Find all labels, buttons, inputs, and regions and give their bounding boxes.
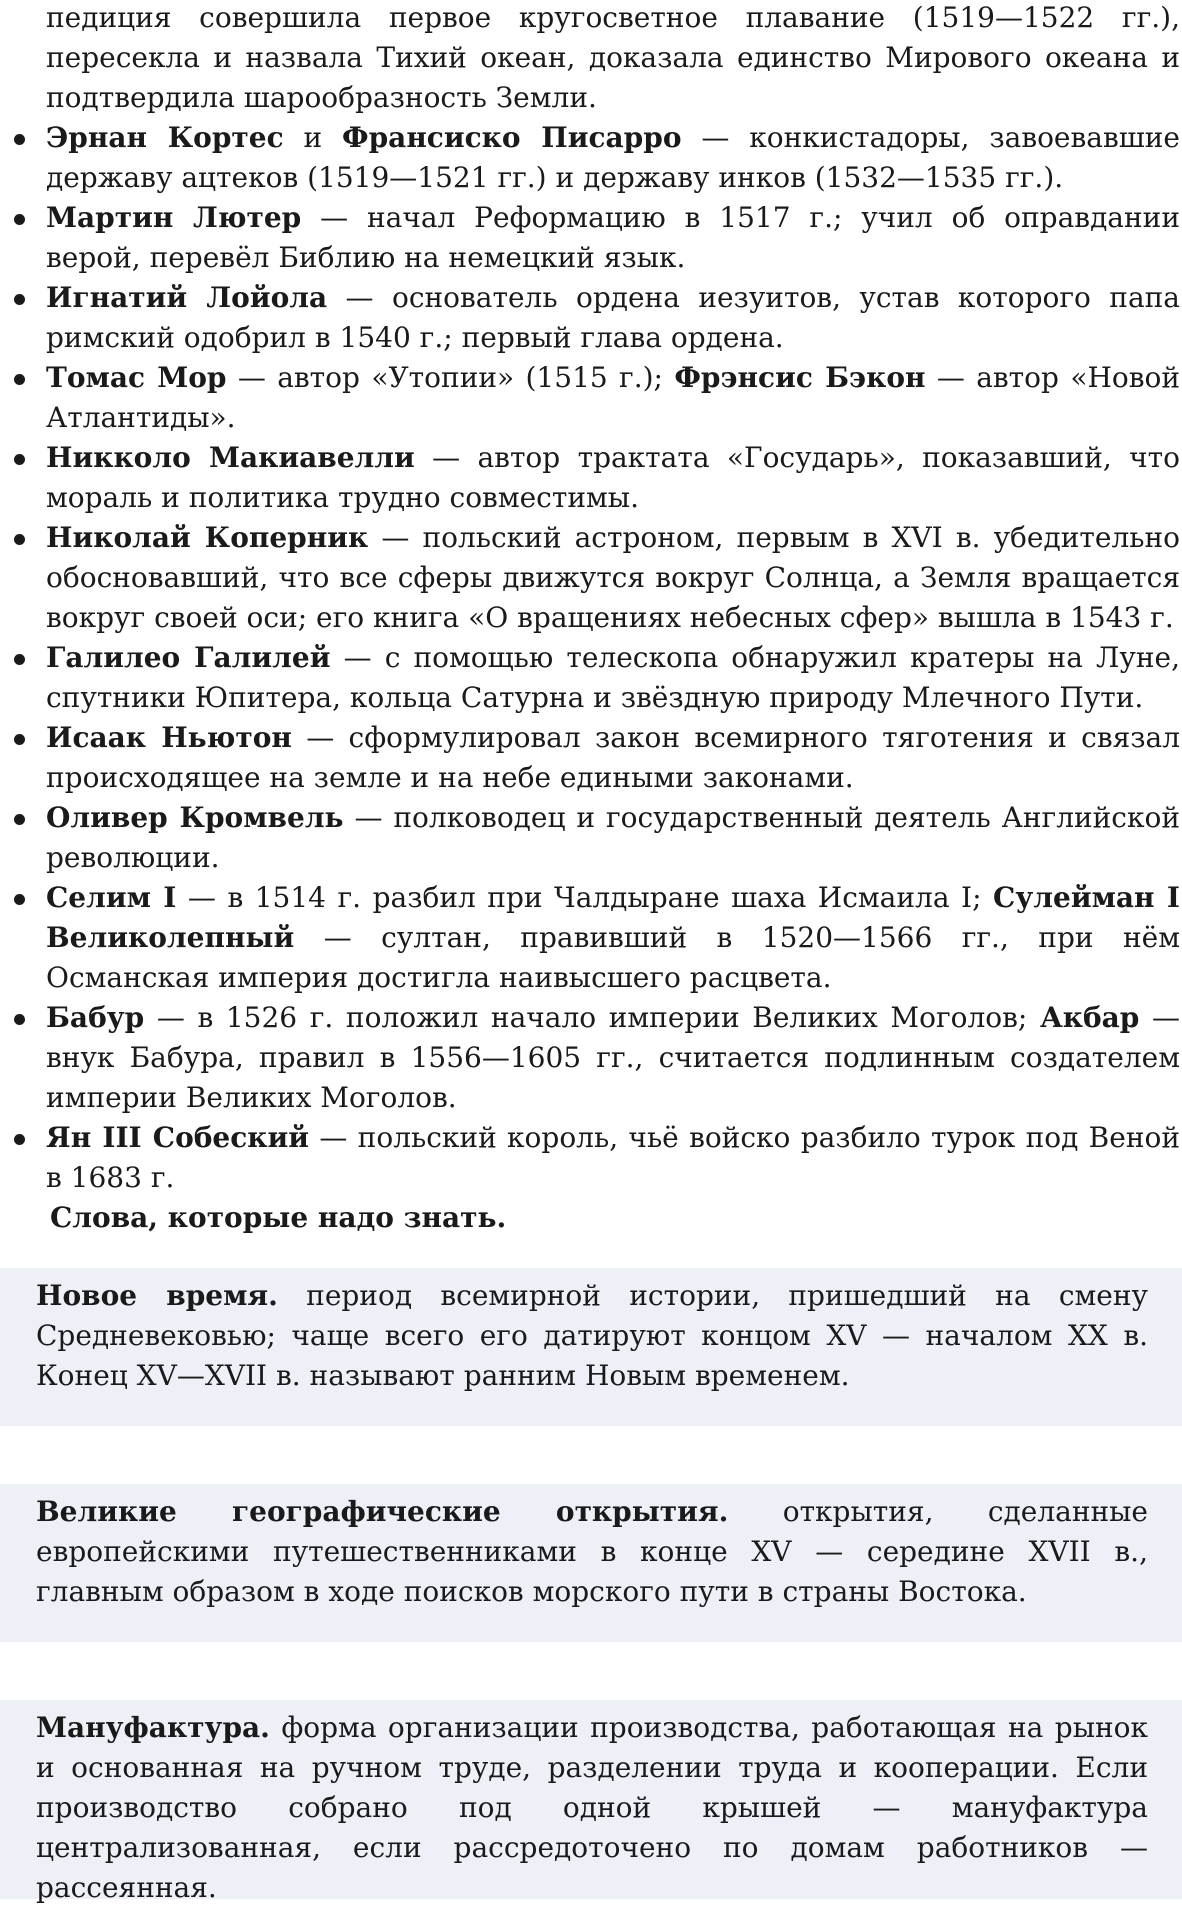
person-name: Мартин Лютер [46, 201, 302, 234]
item-text: — полководец и государственный деятель Английской революции. [46, 801, 1181, 874]
list-item [12, 118, 1180, 198]
list-item [12, 638, 1180, 718]
list-item [12, 518, 1180, 638]
bullet-icon [14, 454, 25, 465]
bullet-icon [14, 814, 25, 825]
item-text: — конкистадоры, завоевавшие державу ацтеков (1519—1521 гг.) и державу инков (1532—1535 гг.). [46, 121, 1180, 194]
list-item [12, 718, 1180, 798]
person-name: Исаак Ньютон [46, 721, 292, 754]
item-text: — польский король, чьё войско разбило турок под Веной в 1683 г. [46, 1121, 1181, 1194]
person-name: Николай Коперник [46, 521, 369, 554]
bullet-icon [14, 1134, 25, 1145]
term-definition: форма организации производства, работающая на рынок и основанная на ручном труде, разделении труда и кооперации. Если производство собрано под одной крышей — мануфактура централизованная, если рассредоточено по домам работников — рассеянная. [36, 1711, 1148, 1904]
person-name: Оливер Кромвель [46, 801, 344, 834]
term-title: Новое время. [36, 1279, 278, 1312]
item-text: — в 1526 г. положил начало империи Великих Моголов; [144, 1001, 1040, 1034]
bullet-icon [14, 654, 25, 665]
item-text: — султан, правивший в 1520—1566 гг., при нём Османская империя достигла наивысшего расцвета. [46, 921, 1180, 994]
term-definition: открытия, сделанные европейскими путешественниками в конце XV — середине XVII в., главным образом в ходе поисков морского пути в страны Востока. [36, 1495, 1148, 1608]
item-text: — польский астроном, первым в XVI в. убедительно обосновавший, что все сферы движутся вокруг Солнца, а Земля вращается вокруг своей оси; его книга «О вращениях небесных сфер» вышла в 1543 г. [46, 521, 1180, 634]
item-text: — автор «Новой Атлантиды». [46, 361, 1181, 434]
list-item [12, 798, 1180, 878]
item-text: — в 1514 г. разбил при Чалдыране шаха Исмаила I; [176, 881, 994, 914]
item-text: педиция совершила первое кругосветное плавание (1519—1522 гг.), пересекла и назвала Тихий океан, доказала единство Мирового океана и подтвердила шарообразность Земли. [46, 1, 1180, 114]
list-item [12, 278, 1180, 358]
item-text: — внук Бабура, правил в 1556—1605 гг., считается подлинным создателем империи Великих Моголов. [46, 1001, 1180, 1114]
person-name: Никколо Макиавелли [46, 441, 415, 474]
person-name: Томас Мор [46, 361, 227, 394]
person-name: Франсиско Писарро [342, 121, 682, 154]
person-name: Эрнан Кортес [46, 121, 284, 154]
list-item [12, 998, 1180, 1118]
bullet-icon [14, 374, 25, 385]
bullet-icon [14, 294, 25, 305]
list-item [12, 358, 1180, 438]
person-name: Фрэнсис Бэкон [674, 361, 926, 394]
item-text: — автор «Утопии» (1515 г.); [226, 361, 675, 394]
list-item [12, 0, 1180, 118]
item-text: — с помощью телескопа обнаружил кратеры на Луне, спутники Юпитера, кольца Сатурна и звёздную природу Млечного Пути. [46, 641, 1180, 714]
term-box [0, 1700, 1182, 1904]
bullet-icon [14, 134, 25, 145]
item-text: и [283, 121, 343, 154]
item-text: — сформулировал закон всемирного тяготения и связал происходящее на земле и на небе едиными законами. [46, 721, 1181, 794]
item-text: — основатель ордена иезуитов, устав которого папа римский одобрил в 1540 г.; первый глава ордена. [46, 281, 1180, 354]
person-name: Акбар [1039, 1001, 1140, 1034]
list-item [12, 1118, 1180, 1198]
item-text: — начал Реформацию в 1517 г.; учил об оправдании верой, перевёл Библию на немецкий язык. [46, 201, 1180, 274]
bullet-icon [14, 1014, 25, 1025]
term-title: Великие географические открытия. [36, 1495, 729, 1528]
person-name: Ян III Собеский [46, 1121, 310, 1154]
bullet-icon [14, 894, 25, 905]
term-box [0, 1268, 1182, 1426]
person-name: Галилео Галилей [46, 641, 331, 674]
list-item [12, 198, 1180, 278]
term-definition: период всемирной истории, пришедший на смену Средневековью; чаще всего его датируют концом XV — началом XX в. Конец XV—XVII в. называют ранним Новым временем. [36, 1279, 1148, 1392]
bullet-icon [14, 734, 25, 745]
person-name: Игнатий Лойола [46, 281, 328, 314]
list-item [12, 438, 1180, 518]
bullet-icon [14, 534, 25, 545]
section-heading: Слова, которые надо знать. [50, 1201, 507, 1234]
term-box [0, 1484, 1182, 1642]
term-title: Мануфактура. [36, 1711, 270, 1744]
bullet-icon [14, 214, 25, 225]
item-text: — автор трактата «Государь», показавший, что мораль и политика трудно совместимы. [46, 441, 1181, 514]
person-name: Сулейман I Великолепный [46, 881, 1181, 954]
list-item [12, 878, 1180, 998]
person-name: Селим I [46, 881, 177, 914]
persons-list [12, 0, 1180, 1198]
person-name: Бабур [46, 1001, 145, 1034]
